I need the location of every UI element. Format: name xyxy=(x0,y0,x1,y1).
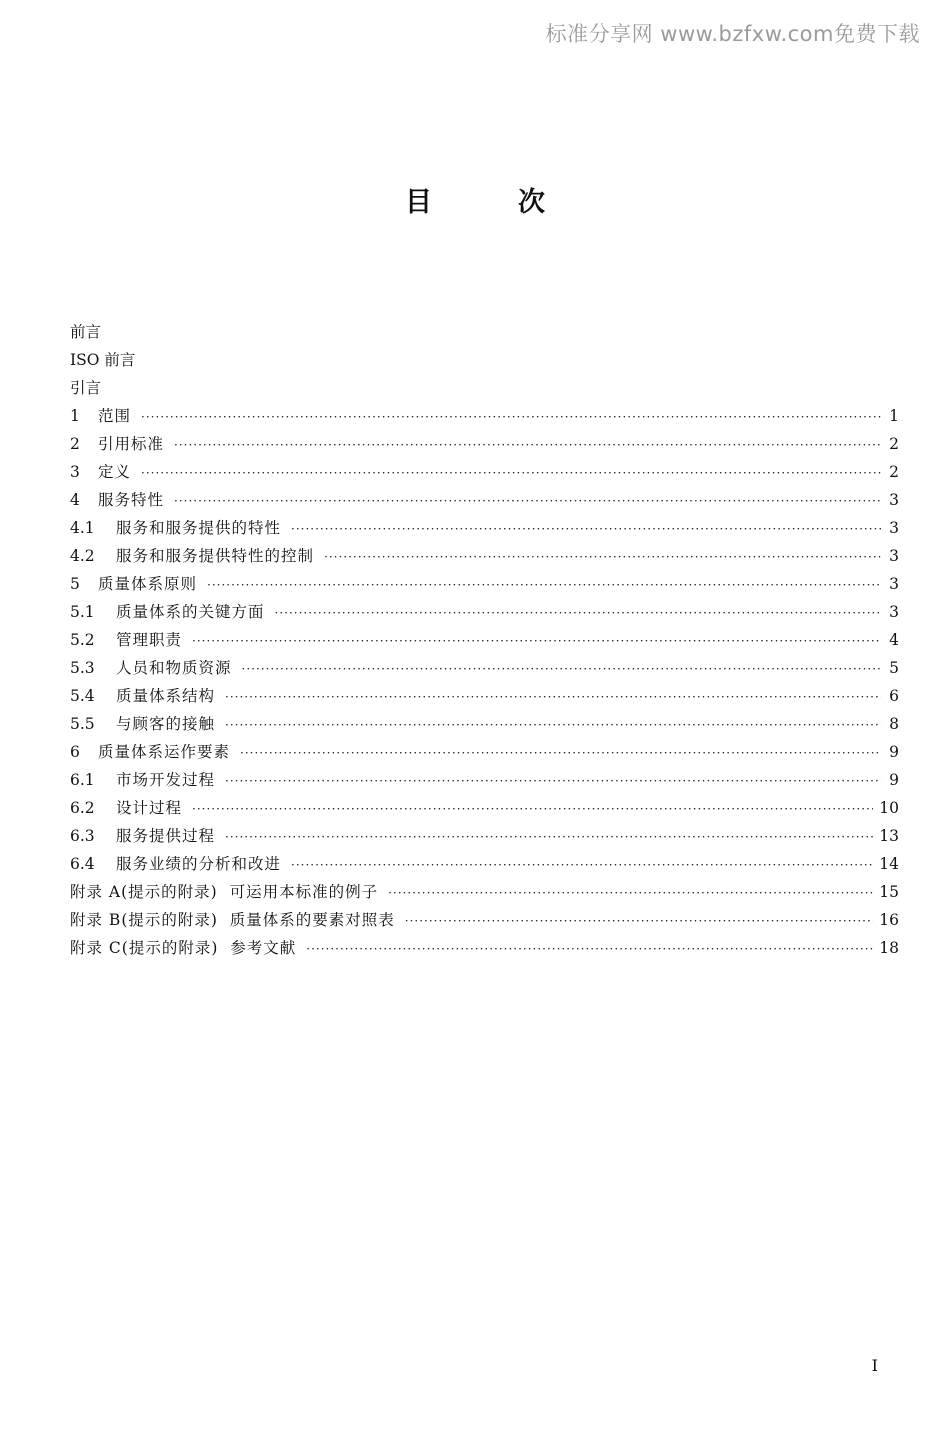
toc-entry[interactable] xyxy=(70,850,899,878)
toc-leader-dots xyxy=(242,655,881,683)
toc-entry-page: 8 xyxy=(889,715,899,733)
toc-entry-page: 3 xyxy=(889,519,899,537)
toc-leader-dots xyxy=(207,571,881,599)
toc-entry-number: 5.2 xyxy=(70,631,95,649)
toc-entry-page: 6 xyxy=(889,687,899,705)
toc-leader-dots xyxy=(141,459,881,487)
toc-entry-number: 4.1 xyxy=(70,519,95,537)
toc-leader-dots xyxy=(141,403,881,431)
toc-entry-number: 3 xyxy=(70,463,80,481)
toc-entry[interactable] xyxy=(70,682,899,710)
toc-entry-number: 5.4 xyxy=(70,687,95,705)
toc-leader-dots xyxy=(240,739,881,767)
toc-appendix-entry[interactable] xyxy=(70,906,899,934)
watermark-text: 标准分享网 www.bzfxw.com免费下载 xyxy=(545,22,920,46)
toc-entry-page: 10 xyxy=(879,799,899,817)
toc-leader-dots xyxy=(275,599,881,627)
toc-entry-page: 5 xyxy=(889,659,899,677)
toc-entry-number: 5 xyxy=(70,575,80,593)
toc-entry-number: 5.1 xyxy=(70,603,95,621)
toc-entry[interactable] xyxy=(70,402,899,430)
toc-entry[interactable] xyxy=(70,822,899,850)
toc-leader-dots xyxy=(192,627,881,655)
toc-leader-dots xyxy=(225,823,873,851)
toc-entry[interactable] xyxy=(70,514,899,542)
toc-plain-entry[interactable] xyxy=(70,346,899,374)
toc-entry-page: 14 xyxy=(879,855,899,873)
toc-entry-label: 附录 B(提示的附录) 质量体系的要素对照表 xyxy=(70,911,395,929)
toc-entry[interactable] xyxy=(70,570,899,598)
table-of-contents xyxy=(70,318,899,962)
toc-entry-page: 3 xyxy=(889,575,899,593)
toc-leader-dots xyxy=(388,879,873,907)
toc-entry-number: 4.2 xyxy=(70,547,95,565)
toc-entry-label: 引言 xyxy=(70,379,102,397)
toc-entry-number: 6.4 xyxy=(70,855,95,873)
toc-entry-label: 市场开发过程 xyxy=(116,771,216,789)
toc-leader-dots xyxy=(405,907,873,935)
toc-entry-page: 16 xyxy=(879,911,899,929)
toc-entry-number: 5.3 xyxy=(70,659,95,677)
toc-entry-page: 18 xyxy=(879,939,899,957)
toc-leader-dots xyxy=(174,431,881,459)
toc-entry[interactable] xyxy=(70,710,899,738)
toc-entry-label: 设计过程 xyxy=(116,799,183,817)
toc-entry[interactable] xyxy=(70,458,899,486)
toc-entry-label: 人员和物质资源 xyxy=(116,659,232,677)
toc-entry-number: 5.5 xyxy=(70,715,95,733)
toc-appendix-entry[interactable] xyxy=(70,934,899,962)
toc-entry-page: 2 xyxy=(889,435,899,453)
toc-entry-label: 管理职责 xyxy=(116,631,183,649)
toc-entry-number: 2 xyxy=(70,435,80,453)
toc-leader-dots xyxy=(306,935,873,963)
toc-entry-label: 与顾客的接触 xyxy=(116,715,216,733)
toc-leader-dots xyxy=(225,711,881,739)
toc-entry[interactable] xyxy=(70,738,899,766)
toc-entry-number: 6.2 xyxy=(70,799,95,817)
toc-entry-page: 9 xyxy=(889,771,899,789)
toc-entry-number: 6 xyxy=(70,743,80,761)
toc-leader-dots xyxy=(225,683,881,711)
toc-entry[interactable] xyxy=(70,598,899,626)
toc-entry-number: 6.3 xyxy=(70,827,95,845)
toc-leader-dots xyxy=(174,487,881,515)
toc-entry-label: 质量体系原则 xyxy=(98,575,198,593)
toc-entry-page: 13 xyxy=(879,827,899,845)
toc-entry[interactable] xyxy=(70,654,899,682)
toc-entry-label: 服务提供过程 xyxy=(116,827,216,845)
toc-entry-label: 服务特性 xyxy=(98,491,165,509)
toc-entry-page: 15 xyxy=(879,883,899,901)
toc-entry-label: 质量体系结构 xyxy=(116,687,216,705)
toc-appendix-entry[interactable] xyxy=(70,878,899,906)
toc-entry-number: 1 xyxy=(70,407,80,425)
toc-entry-label: 附录 C(提示的附录) 参考文献 xyxy=(70,939,297,957)
toc-entry-page: 9 xyxy=(889,743,899,761)
toc-entry[interactable] xyxy=(70,542,899,570)
toc-leader-dots xyxy=(192,795,873,823)
toc-entry-page: 3 xyxy=(889,603,899,621)
toc-entry-label: 附录 A(提示的附录) 可运用本标准的例子 xyxy=(70,883,379,901)
toc-entry-label: 服务和服务提供特性的控制 xyxy=(116,547,315,565)
toc-entry[interactable] xyxy=(70,486,899,514)
toc-entry[interactable] xyxy=(70,766,899,794)
toc-plain-entry[interactable] xyxy=(70,374,899,402)
toc-entry-page: 4 xyxy=(889,631,899,649)
toc-entry-label: ISO 前言 xyxy=(70,351,136,369)
toc-plain-entry[interactable] xyxy=(70,318,899,346)
toc-entry-label: 质量体系运作要素 xyxy=(98,743,231,761)
toc-entry-number: 6.1 xyxy=(70,771,95,789)
toc-entry-label: 引用标准 xyxy=(98,435,165,453)
toc-entry-page: 1 xyxy=(889,407,899,425)
toc-entry-page: 2 xyxy=(889,463,899,481)
toc-entry-label: 服务和服务提供的特性 xyxy=(116,519,282,537)
toc-entry-number: 4 xyxy=(70,491,80,509)
toc-entry[interactable] xyxy=(70,794,899,822)
toc-leader-dots xyxy=(324,543,881,571)
toc-leader-dots xyxy=(225,767,881,795)
toc-entry-label: 定义 xyxy=(98,463,132,481)
toc-entry[interactable] xyxy=(70,430,899,458)
page-folio: I xyxy=(871,1356,878,1375)
toc-entry-page: 3 xyxy=(889,547,899,565)
toc-entry[interactable] xyxy=(70,626,899,654)
toc-entry-label: 质量体系的关键方面 xyxy=(116,603,265,621)
toc-leader-dots xyxy=(291,515,881,543)
toc-entry-label: 前言 xyxy=(70,323,102,341)
toc-entry-label: 服务业绩的分析和改进 xyxy=(116,855,282,873)
page-title: 目次 xyxy=(405,187,631,218)
toc-leader-dots xyxy=(291,851,873,879)
toc-entry-page: 3 xyxy=(889,491,899,509)
toc-entry-label: 范围 xyxy=(98,407,132,425)
